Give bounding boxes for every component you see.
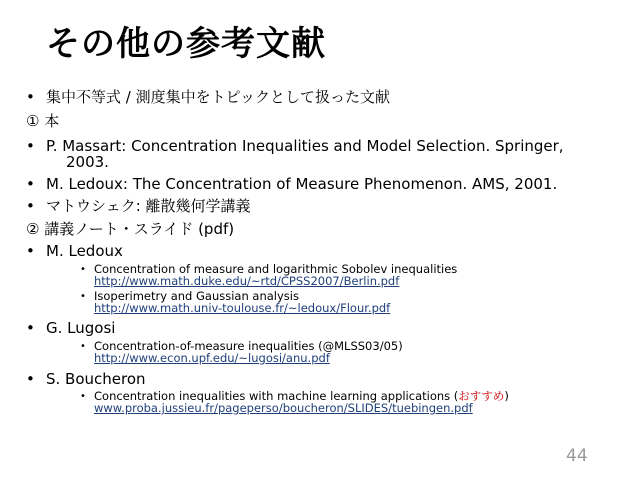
bullet-icon: • <box>26 175 35 193</box>
sub-bullet-text: Concentration of measure and logarithmic Sobolev inequalities <box>94 262 458 276</box>
recommended-label: おすすめ <box>458 389 505 403</box>
bullet-text-continued: 2003. <box>66 153 109 171</box>
bullet-icon: • <box>26 370 35 388</box>
section-heading-lecture-notes: ② 講義ノート・スライド (pdf) <box>26 220 235 238</box>
bullet-icon: • <box>26 197 35 215</box>
reference-link[interactable]: www.proba.jussieu.fr/pageperso/boucheron/SLIDES/tuebingen.pdf <box>94 401 473 415</box>
sub-bullet-text: Concentration-of-measure inequalities (@MLSS03/05) <box>94 339 403 353</box>
sub-bullet-text: Isoperimetry and Gaussian analysis <box>94 289 299 303</box>
bullet-text: M. Ledoux: The Concentration of Measure Phenomenon. AMS, 2001. <box>46 175 558 193</box>
bullet-text: P. Massart: Concentration Inequalities and Model Selection. Springer, <box>46 137 564 155</box>
bullet-text: G. Lugosi <box>46 319 116 337</box>
sub-bullet-text-part: Concentration inequalities with machine learning applications ( <box>94 389 459 403</box>
bullet-icon: • <box>26 319 35 337</box>
page-number: 44 <box>566 446 588 466</box>
bullet-icon: • <box>26 242 35 260</box>
sub-bullet-icon: • <box>80 264 86 275</box>
bullet-text: 集中不等式 / 測度集中をトピックとして扱った文献 <box>46 88 390 106</box>
bullet-text: マトウシェク: 離散幾何学講義 <box>46 197 251 215</box>
slide-title: その他の参考文献 <box>46 24 326 64</box>
bullet-text: M. Ledoux <box>46 242 123 260</box>
bullet-icon: • <box>26 88 35 106</box>
section-heading-books: ① 本 <box>26 112 60 130</box>
sub-bullet-icon: • <box>80 291 86 302</box>
sub-bullet-icon: • <box>80 391 86 402</box>
bullet-text: S. Boucheron <box>46 370 146 388</box>
sub-bullet-icon: • <box>80 341 86 352</box>
reference-link[interactable]: http://www.math.univ-toulouse.fr/~ledoux/Flour.pdf <box>94 301 391 315</box>
bullet-icon: • <box>26 137 35 155</box>
reference-link[interactable]: http://www.econ.upf.edu/~lugosi/anu.pdf <box>94 351 330 365</box>
sub-bullet-text-part: ) <box>504 389 509 403</box>
reference-link[interactable]: http://www.math.duke.edu/~rtd/CPSS2007/Berlin.pdf <box>94 274 400 288</box>
